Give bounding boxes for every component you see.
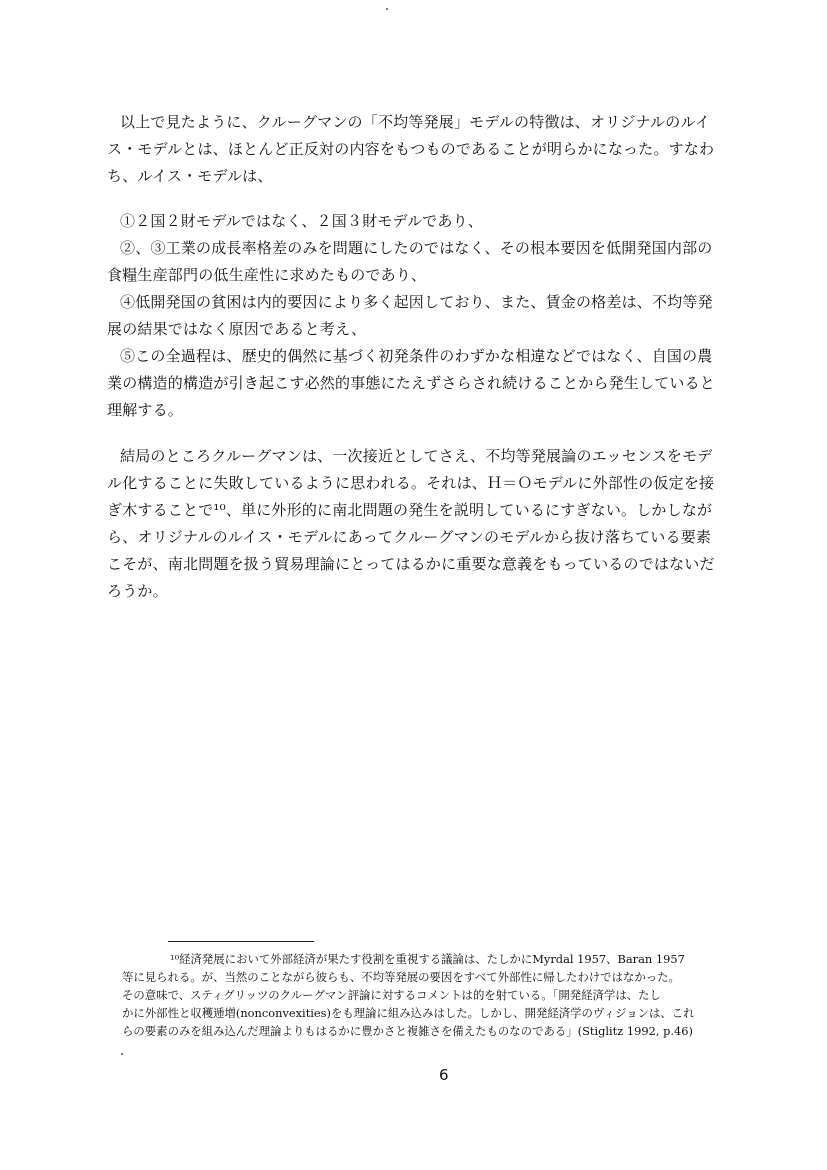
- paragraph-1-line-1: 以上で見たように、クルーグマンの「不均等発展」モデルの特徴は、オリジナルのルイ: [120, 113, 711, 131]
- list-item-3-line-2: 展の結果ではなく原因であると考え、: [107, 320, 367, 338]
- list-item-2-line-1: ②、③工業の成長率格差のみを問題にしたのではなく、その根本要因を低開発国内部の: [120, 239, 713, 257]
- scan-speck: [121, 1053, 123, 1055]
- list-item-4-line-2: 業の構造的構造が引き起こす必然的事態にたえずさらされ続けることから発生していると: [107, 374, 716, 392]
- paragraph-2-line-2: ル化することに失敗しているように思われる。それは、Ｈ＝Ｏモデルに外部性の仮定を接: [107, 474, 715, 492]
- page-number: 6: [439, 1066, 449, 1084]
- paragraph-2-line-3: ぎ木することで¹⁰、単に外形的に南北問題の発生を説明しているにすぎない。しかしなが: [107, 501, 713, 519]
- paragraph-2-line-5: こそが、南北問題を扱う貿易理論にとってはるかに重要な意義をもっているのではないだ: [107, 555, 715, 573]
- footnote-line-1: ¹⁰経済発展において外部経済が果たす役割を重視する議論は、たしかにMyrdal 1957、Baran 1957: [170, 952, 685, 966]
- footnote-line-2: 等に見られる。が、当然のことながら彼らも、不均等発展の要因をすべて外部性に帰したわけではなかった。: [122, 970, 680, 984]
- paragraph-2-line-1: 結局のところクルーグマンは、一次接近としてさえ、不均等発展論のエッセンスをモデ: [120, 447, 713, 465]
- list-item-1: ①２国２財モデルではなく、２国３財モデルであり、: [120, 212, 484, 230]
- list-item-4-line-1: ⑤この全過程は、歴史的偶然に基づく初発条件のわずかな相違などではなく、自国の農: [120, 347, 713, 365]
- scan-speck: [386, 8, 388, 10]
- paragraph-2-line-4: ら、オリジナルのルイス・モデルにあってクルーグマンのモデルから抜け落ちている要素: [107, 528, 712, 546]
- list-item-2-line-2: 食糧生産部門の低生産性に求めたものであり、: [107, 266, 427, 284]
- list-item-4-line-3: 理解する。: [107, 401, 184, 419]
- paragraph-2-line-6: ろうか。: [107, 582, 168, 600]
- paragraph-1-line-3: ち、ルイス・モデルは、: [107, 167, 273, 185]
- footnote-rule: [168, 941, 314, 942]
- footnote-line-3: その意味で、スティグリッツのクルーグマン評論に対するコメントは的を射ている。「開発経済学は、たし: [122, 988, 661, 1002]
- footnote-line-4: かに外部性と収穫逓増(nonconvexities)をも理論に組み込みはした。しかし、開発経済学のヴィジョンは、これ: [122, 1006, 695, 1020]
- footnote-line-5: らの要素のみを組み込んだ理論よりもはるかに豊かさと複雑さを備えたものなのである」(Stiglitz 1992, p.46): [122, 1024, 693, 1038]
- paragraph-1-line-2: ス・モデルとは、ほとんど正反対の内容をもつものであることが明らかになった。すなわ: [107, 140, 715, 158]
- list-item-3-line-1: ④低開発国の貧困は内的要因により多く起因しており、また、賃金の格差は、不均等発: [120, 293, 713, 311]
